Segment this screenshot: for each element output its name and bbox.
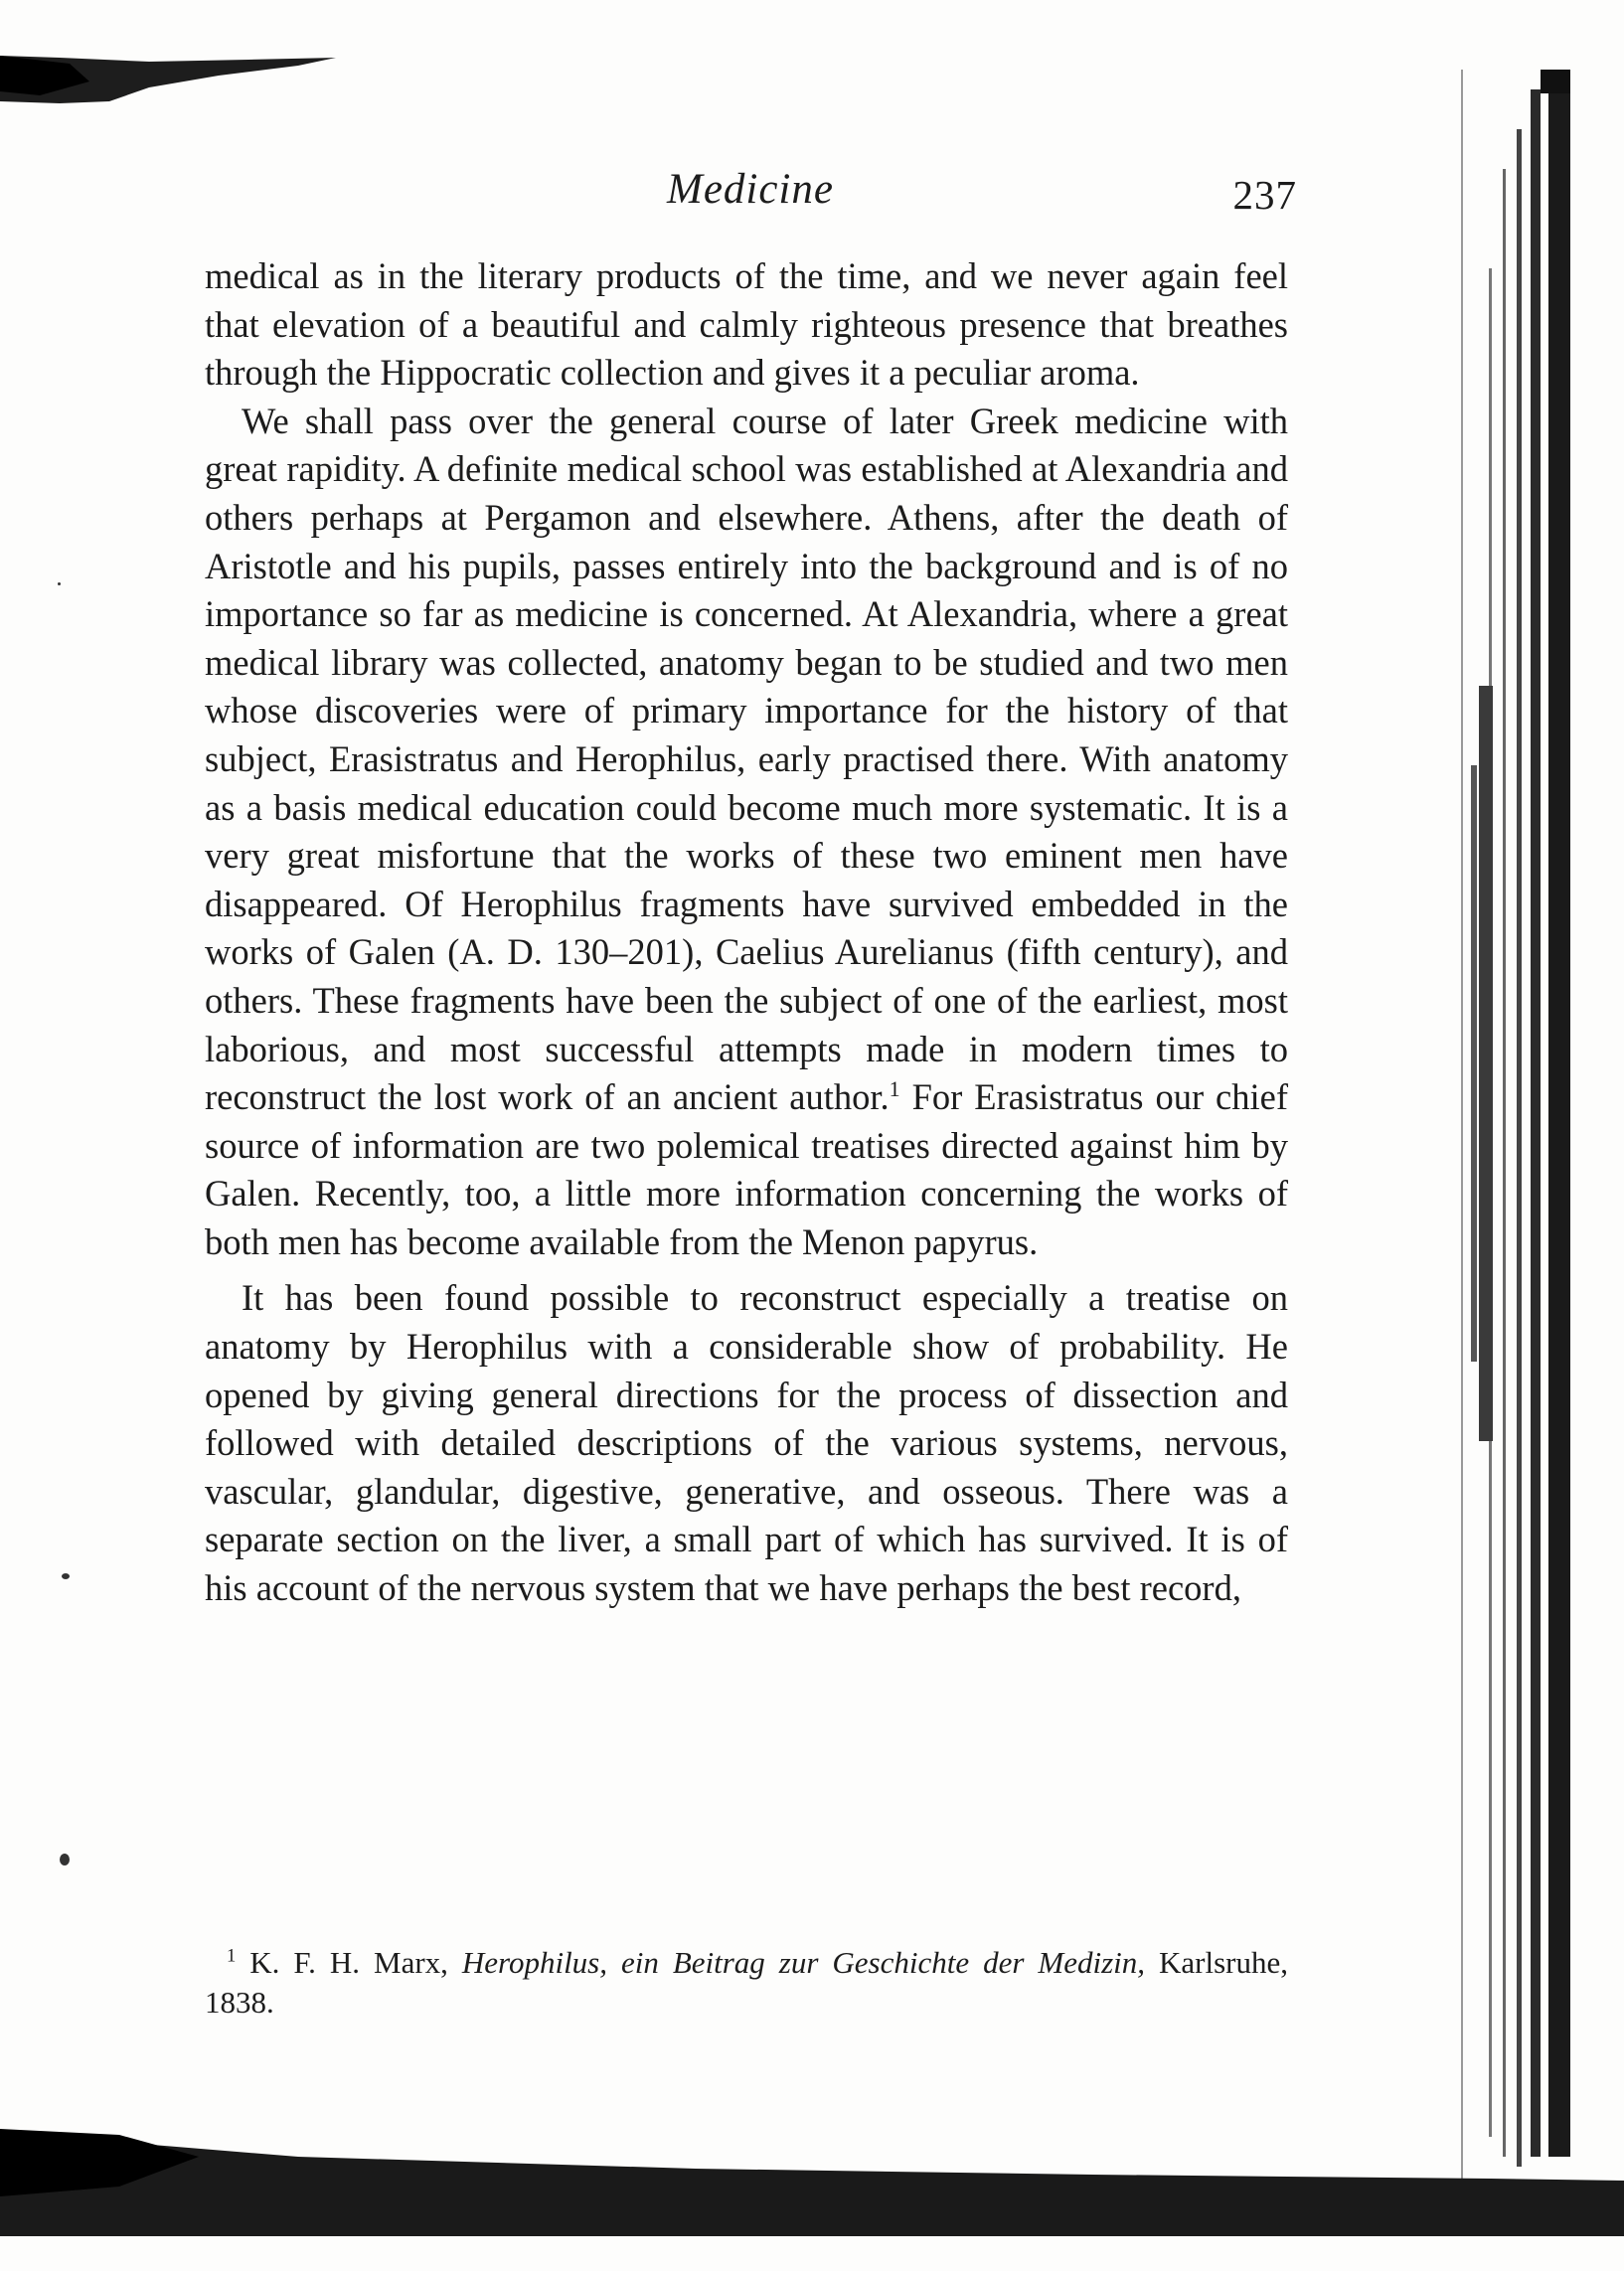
paragraph <box>205 398 1288 1267</box>
page-number: 237 <box>1232 172 1297 218</box>
footnote-author: K. F. H. Marx, <box>236 1945 462 1980</box>
scan-speck <box>58 582 61 585</box>
era-abbreviation: A. D. <box>459 931 543 973</box>
paragraph: It has been found possible to reconstruct especially a treatise on anatomy by Herophilus with a considerable show of probability. He opened by giving general directions for the process of dissection and followed with detailed descriptions of the various systems, nervous, vascular, glandular, digestive, generative, and osseous. There was a separate section on the liver, a small part of which has survived. It is of his account of the nervous system that we have perhaps the best record, <box>205 1277 1288 1609</box>
body-text <box>205 252 1288 1613</box>
scan-speck <box>60 1854 70 1865</box>
paragraph-text: 130–201), Caelius Aurelianus (fifth century), and others. These fragments have been the subject of one of the earliest, most laborious, and most successful attempts made in modern times to reconstruct the lost work of an ancient author. <box>205 931 1289 1118</box>
paragraph: medical as in the literary products of the time, and we never again feel that elevation of a beautiful and calmly righteous presence that breathes through the Hippocratic collection and gives it a peculiar aroma. <box>205 255 1288 394</box>
running-title: Medicine <box>667 166 834 213</box>
footnote <box>205 1943 1288 2023</box>
scan-smudge-top <box>0 52 338 107</box>
footnote-title: Herophilus, ein Beitrag zur Geschichte der Medizin, <box>461 1945 1146 1980</box>
paragraph-text: For Erasistratus our chief source of information are two polemical treatises directed against him by Galen. Recently, too, a little more information concerning the works of both men has become available from the Menon papyrus. <box>205 1076 1288 1262</box>
footnote-marker: 1 <box>227 1945 237 1967</box>
running-head <box>204 159 1297 229</box>
footnote-reference: 1 <box>889 1075 900 1101</box>
paragraph-text: We shall pass over the general course of later Greek medicine with great rapidity. A definite medical school was established at Alexandria and others perhaps at Pergamon and elsewhere. Athens, after the death of Aristotle and his pupils, passes entirely into the background and is of no importance so far as medicine is concerned. At Alexandria, where a great medical library was collected, anatomy began to be studied and two men whose discoveries were of primary importance for the history of that subject, Erasistratus and Herophilus, early practised there. With anatomy as a basis medical education could become much more systematic. It is a very great misfortune that the works of these two eminent men have disappeared. Of Herophilus fragments have survived embedded in the works of Galen ( <box>205 400 1288 973</box>
scan-binding-edge <box>1431 70 1570 2206</box>
scan-smudge-bottom <box>0 2117 1624 2236</box>
footnote-place-year: Karlsruhe, 1838. <box>205 1945 1288 2020</box>
scan-speck <box>62 1573 70 1579</box>
